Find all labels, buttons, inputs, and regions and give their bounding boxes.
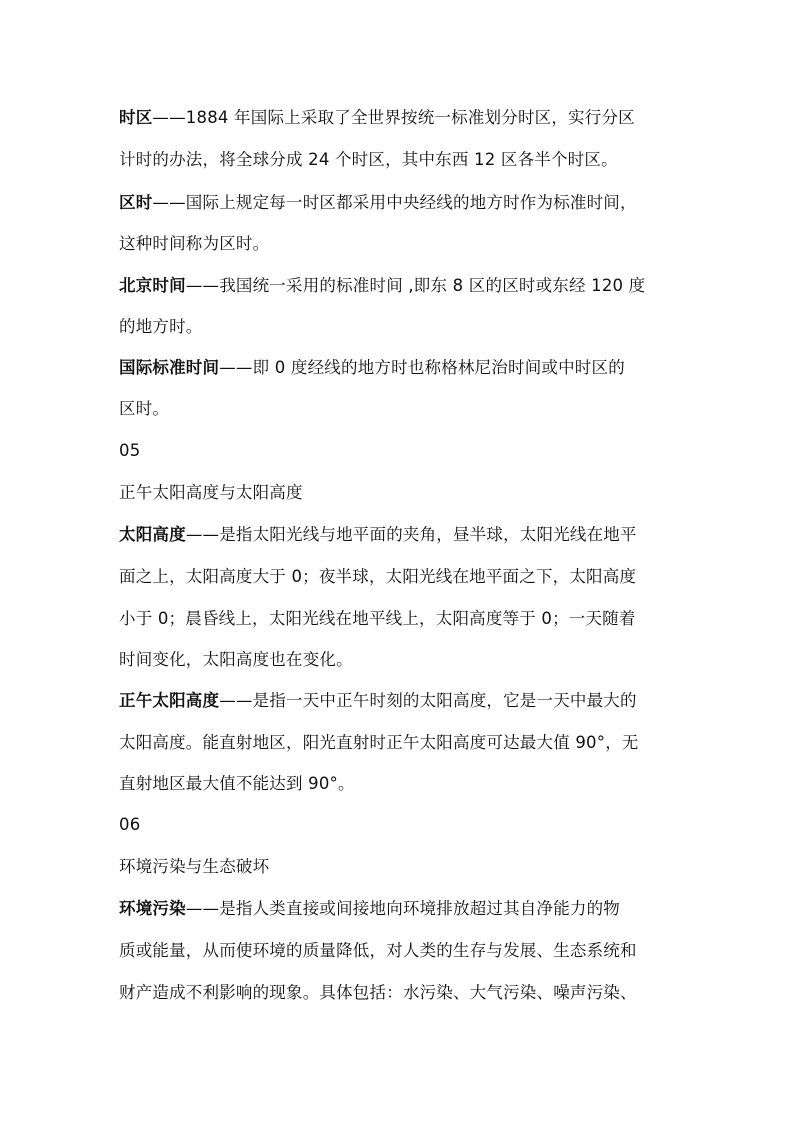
paragraph-line: 财产造成不利影响的现象。具体包括：水污染、大气污染、噪声污染、 (119, 983, 637, 1002)
definition-text: ——是指太阳光线与地平面的夹角，昼半球，太阳光线在地平 (185, 525, 637, 544)
paragraph-line (119, 898, 689, 920)
definition-text: ——是指人类直接或间接地向环境排放超过其自净能力的物 (185, 899, 621, 918)
paragraph-line: 时间变化，太阳高度也在变化。 (119, 650, 353, 669)
paragraph-line (119, 524, 689, 546)
section-heading: 环境污染与生态破坏 (119, 857, 270, 876)
paragraph-line: 区时。 (119, 399, 170, 418)
paragraph-line: 直射地区最大值不能达到 90°。 (119, 774, 355, 793)
section-heading: 正午太阳高度与太阳高度 (119, 483, 303, 502)
term-label: 北京时间 (119, 276, 186, 295)
paragraph-line: 的地方时。 (119, 317, 203, 336)
paragraph-line: 计时的办法，将全球分成 24 个时区，其中东西 12 区各半个时区。 (119, 150, 618, 169)
section-number: 05 (119, 441, 141, 460)
term-label: 时区 (119, 108, 153, 127)
definition-text: ——1884 年国际上采取了全世界按统一标准划分时区，实行分区 (152, 108, 635, 127)
term-label: 国际标准时间 (119, 358, 220, 377)
paragraph-line: 质或能量，从而使环境的质量降低，对人类的生存与发展、生态系统和 (119, 941, 637, 960)
term-label: 环境污染 (119, 899, 186, 918)
paragraph-line: 小于 0；晨昏线上，太阳光线在地平线上，太阳高度等于 0；一天随着 (119, 609, 636, 628)
term-label: 正午太阳高度 (119, 691, 220, 710)
section-number: 06 (119, 815, 141, 834)
term-label: 太阳高度 (119, 525, 186, 544)
paragraph-line (119, 357, 689, 379)
paragraph-line: 这种时间称为区时。 (119, 234, 270, 253)
definition-text: ——我国统一采用的标准时间 ,即东 8 区的区时或东经 120 度 (185, 276, 646, 295)
definition-text: ——国际上规定每一时区都采用中央经线的地方时作为标准时间， (152, 193, 637, 212)
definition-text: ——是指一天中正午时刻的太阳高度，它是一天中最大的 (219, 691, 637, 710)
paragraph-line (119, 107, 689, 129)
paragraph-line: 太阳高度。能直射地区，阳光直射时正午太阳高度可达最大值 90°，无 (119, 733, 639, 752)
paragraph-line (119, 192, 689, 214)
paragraph-line (119, 690, 689, 712)
term-label: 区时 (119, 193, 153, 212)
paragraph-line (119, 275, 689, 297)
paragraph-line: 面之上，太阳高度大于 0；夜半球，太阳光线在地平面之下，太阳高度 (119, 567, 637, 586)
definition-text: ——即 0 度经线的地方时也称格林尼治时间或中时区的 (219, 358, 625, 377)
